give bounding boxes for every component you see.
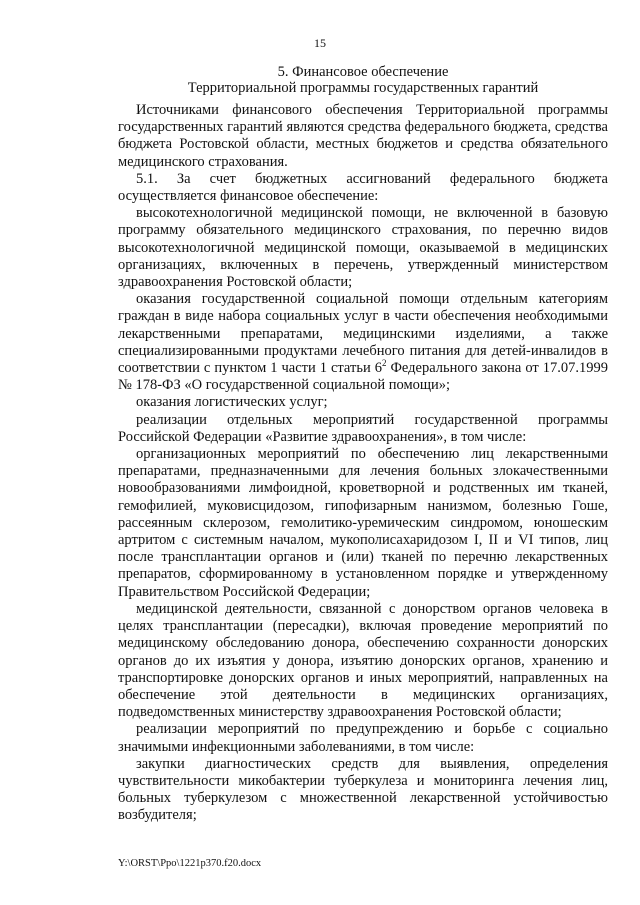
paragraph-text: оказания государственной социальной помощи отдельным категориям граждан в виде набора социальных услуг в части обеспечения необходимыми лекарственными препаратами, медицинскими изделиями, а также специализированными продуктами лечебного питания для детей-инвалидов в соответствии с пунктом 1 части 1 статьи 6 — [118, 291, 608, 377]
page-number: 15 — [314, 36, 326, 50]
paragraph-text-tail: Федерального закона от 17.07.1999 № 178-ФЗ «О государственной социальной помощи»; — [118, 360, 608, 394]
paragraph: закупки диагностических средств для выявления, определения чувствительности микобактерии туберкулеза и мониторинга лечения лиц, больных туберкулезом с множественной лекарственной устойчивостью возбудителя; — [118, 755, 608, 824]
paragraph: реализации мероприятий по предупреждению и борьбе с социально значимыми инфекционными заболеваниями, в том числе: — [118, 721, 608, 755]
superscript: 2 — [381, 358, 387, 369]
document-body — [118, 102, 608, 825]
paragraph: оказания логистических услуг; — [136, 394, 328, 411]
paragraph: 5.1. За счет бюджетных ассигнований федерального бюджета осуществляется финансовое обеспечение: — [118, 170, 608, 205]
paragraph: реализации отдельных мероприятий государственной программы Российской Федерации «Развитие здравоохранения», в том числе: — [118, 411, 608, 445]
paragraph: организационных мероприятий по обеспечению лиц лекарственными препаратами, предназначенными для лечения больных злокачественными новообразованиями лимфоидной, кроветворной и родственных им тканей, гемофилией, муковисцидозом, гипофизарным нанизмом, болезнью Гоше, рассеянным склерозом, гемолитико-уремическим синдромом, юношеским артритом с системным началом, мукополисахаридозом I, II и VI типов, лиц после трансплантации органов и (или) тканей по перечню лекарственных препаратов, сформированному в установленном порядке и утвержденному Правительством Российской Федерации; — [118, 446, 608, 600]
file-path-footer: Y:\ORST\Ppo\1221p370.f20.docx — [118, 858, 262, 869]
paragraph: Источниками финансового обеспечения Территориальной программы государственных гарантий являются средства федерального бюджета, средства бюджета Ростовской области, местных бюджетов и средства обязательного медицинского страхования. — [118, 102, 608, 170]
paragraph: высокотехнологичной медицинской помощи, не включенной в базовую программу обязательного медицинского страхования, по перечню видов высокотехнологичной медицинской помощи, оказываемой в медицинских организациях, включенных в перечень, утвержденный министерством здравоохранения Ростовской области; — [118, 205, 608, 291]
paragraph: медицинской деятельности, связанной с донорством органов человека в целях трансплантации (пересадки), включая проведение мероприятий по медицинскому обследованию донора, обеспечению сохранности донорских органов до их изъятия у донора, изъятию донорских органов, хранению и транспортировке донорских органов и иных мероприятий, направленных на обеспечение этой деятельности в медицинских организациях, подведомственных министерству здравоохранения Ростовской области; — [118, 600, 608, 721]
paragraph — [118, 291, 608, 394]
heading-line-2: Территориальной программы государственных гарантий — [187, 80, 539, 96]
heading-line-1: 5. Финансовое обеспечение — [277, 64, 449, 80]
section-heading — [118, 64, 608, 96]
